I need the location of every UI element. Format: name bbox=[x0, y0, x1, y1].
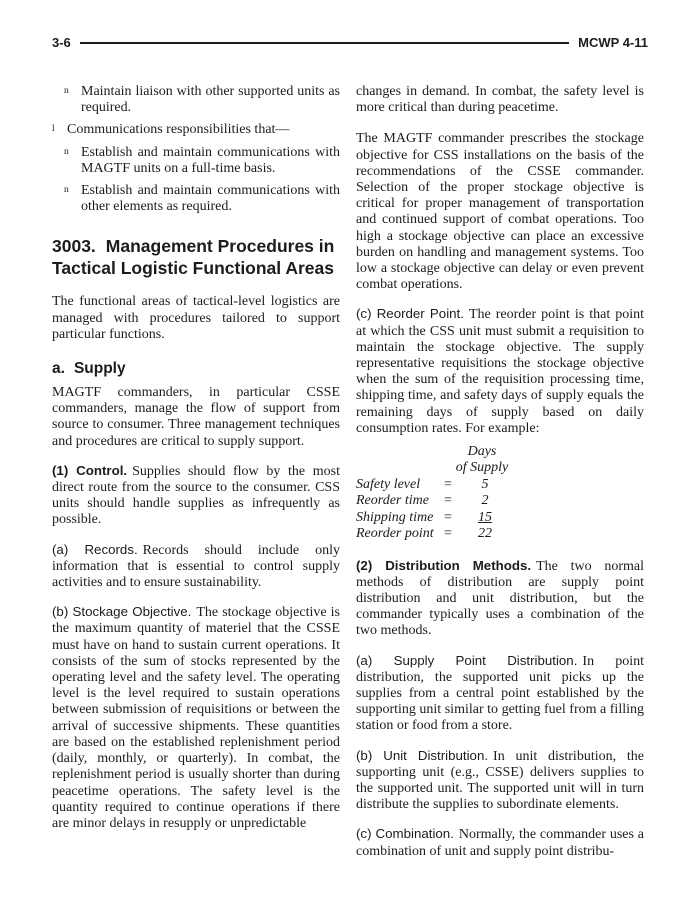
paragraph-label: (1) Control. bbox=[52, 462, 128, 478]
paragraph-label: (c) Combination. bbox=[356, 826, 454, 842]
paragraph-text: Supplies should flow by the most direct route from the source to the consumer. CSS units should handle supplies as infrequently as possible. bbox=[52, 463, 340, 528]
list-item-text: Maintain liaison with other supported units as required. bbox=[81, 84, 340, 116]
magtf-commander-paragraph: The MAGTF commander prescribes the stockage objective for CSS installations on the basis of the recommendations of the CSSE commander. Selection of the proper stockage objective is critical for proper management of transportation and continued support of combat operations. Too high a stockage objective can place an excessive burden on handling and management systems. Too low a stockage objective can delay or even prevent combat operations. bbox=[356, 131, 644, 293]
unit-distribution-paragraph bbox=[356, 748, 644, 814]
bullet-list bbox=[52, 84, 340, 215]
subheading-title: Supply bbox=[73, 360, 126, 378]
paragraph-label: (2) Distribution Methods. bbox=[356, 557, 532, 573]
days-of-supply-table bbox=[356, 444, 644, 542]
control-paragraph bbox=[52, 463, 340, 529]
doc-code: MCWP 4-11 bbox=[578, 35, 648, 50]
list-item-text: Communications responsibilities that— bbox=[67, 122, 290, 138]
paragraph-text: The reorder point is that point at which the CSS unit must submit a requisition to maintain the stockage objective. The supply representative requisitions the stockage objective when the sum of the requisition processing time, shipping time, and safety days of supply equals the remaining days of supply based on daily consumption rates. For example: bbox=[356, 307, 644, 436]
list-item-text: Establish and maintain communications with MAGTF units on a full-time basis. bbox=[81, 144, 340, 176]
square-bullet-icon: n bbox=[64, 86, 69, 96]
list-item bbox=[64, 84, 340, 116]
row-label: Reorder point bbox=[356, 526, 434, 542]
paragraph-label: (b) Stockage Objective. bbox=[52, 604, 192, 620]
paragraph-text: In point distribution, the supported unit picks up the supplies from a central point established by the supporting unit similar to getting fuel from a filling station or food from a store. bbox=[356, 653, 644, 734]
paragraph-label: (a) Records. bbox=[52, 541, 138, 557]
paragraph-text: Records should include only information that is essential to control supply activities and to ensure sustainability. bbox=[52, 542, 341, 591]
table-row bbox=[356, 510, 644, 526]
list-item bbox=[64, 145, 340, 177]
equals-sign: = bbox=[444, 526, 452, 542]
intro-paragraph: The functional areas of tactical-level logistics are managed with procedures tailored to support particular functions. bbox=[52, 294, 340, 342]
square-bullet-icon: n bbox=[64, 146, 69, 157]
list-item-text: Establish and maintain communications with other elements as required. bbox=[81, 183, 340, 215]
paragraph-text: In unit distribution, the supporting unit (e.g., CSSE) delivers supplies to the supported unit. The supported unit will in turn distribute the supplies to subordinate elements. bbox=[356, 748, 644, 813]
stockage-objective-paragraph bbox=[52, 604, 340, 832]
page-header bbox=[52, 36, 648, 50]
table-header-line: of Supply bbox=[455, 460, 509, 476]
list-item bbox=[64, 183, 340, 215]
page-number: 3-6 bbox=[52, 35, 71, 50]
section-title: Management Procedures in Tactical Logistic Functional Areas bbox=[52, 236, 335, 279]
equals-sign: = bbox=[444, 476, 452, 492]
paragraph-label: (c) Reorder Point. bbox=[356, 306, 464, 322]
continuation-paragraph: changes in demand. In combat, the safety level is more critical than during peacetime. bbox=[356, 84, 644, 116]
square-bullet-icon: n bbox=[64, 185, 69, 196]
row-label: Shipping time bbox=[356, 509, 434, 525]
row-value-underlined: 15 bbox=[478, 509, 492, 525]
combination-paragraph bbox=[356, 826, 644, 859]
paragraph-text: The two normal methods of distribution are supply point distribution and unit distribution, but the commander typically uses a combination of the two methods. bbox=[356, 558, 644, 639]
table-row bbox=[356, 526, 644, 542]
supply-subheading bbox=[52, 360, 340, 377]
section-heading bbox=[52, 235, 340, 279]
section-number: 3003. bbox=[52, 236, 96, 257]
table-row bbox=[356, 477, 644, 493]
distribution-methods-paragraph bbox=[356, 558, 644, 640]
table-header bbox=[451, 444, 513, 477]
reorder-point-paragraph bbox=[356, 306, 644, 437]
equals-sign: = bbox=[444, 509, 452, 525]
paragraph-label: (b) Unit Distribution. bbox=[356, 747, 489, 763]
supply-point-distribution-paragraph bbox=[356, 653, 644, 735]
round-bullet-icon: l bbox=[52, 124, 55, 135]
equals-sign: = bbox=[444, 493, 452, 509]
table-row bbox=[356, 493, 644, 509]
records-paragraph bbox=[52, 542, 340, 592]
supply-intro-paragraph: MAGTF commanders, in particular CSSE commanders, manage the flow of support from source to consumer. Three management techniques and procedures are critical to supply support. bbox=[52, 385, 340, 449]
list-item bbox=[52, 122, 340, 138]
row-label: Safety level bbox=[356, 476, 421, 492]
table-header-line: Days bbox=[467, 444, 497, 460]
row-value: 2 bbox=[481, 493, 489, 509]
row-value: 22 bbox=[478, 526, 492, 542]
paragraph-label: (a) Supply Point Distribution. bbox=[356, 652, 578, 668]
paragraph-text: Normally, the commander uses a combination of unit and supply point distribu- bbox=[356, 827, 644, 859]
paragraph-text: The stockage objective is the maximum quantity of materiel that the CSSE must have on hand to sustain current operations. It consists of the sum of stocks represented by the operating level and the safety level. The operating level is the level required to sustain operations between submission of requisitions or between the arrival of successive shipments. These quantities are based on the established replenishment period (daily, monthly, or quarterly). In combat, the replenishment period is usually shorter than during peacetime operations. The safety level is the quantity required to continue operations if there are minor delays in resupply or unpredictable bbox=[52, 605, 340, 831]
left-column bbox=[52, 84, 340, 832]
row-label: Reorder time bbox=[356, 493, 429, 509]
subheading-letter: a. bbox=[52, 360, 65, 378]
right-column bbox=[356, 84, 644, 860]
row-value: 5 bbox=[481, 476, 489, 492]
header-rule bbox=[80, 42, 569, 44]
